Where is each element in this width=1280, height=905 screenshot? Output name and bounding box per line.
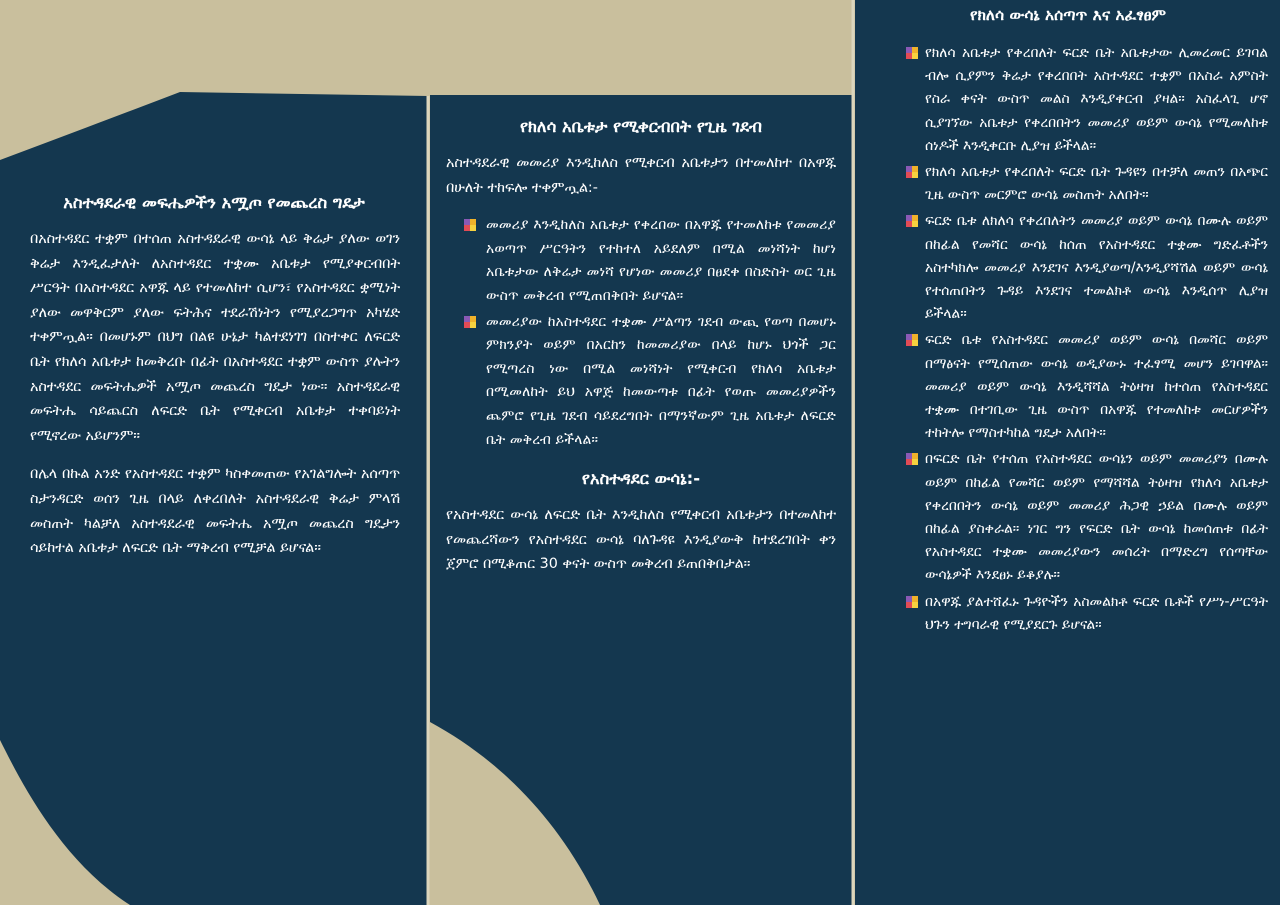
middle-column	[446, 112, 836, 591]
bullet-icon	[906, 334, 918, 346]
bullet-icon	[906, 47, 918, 59]
list-item	[446, 311, 836, 453]
right-bullet-list	[868, 42, 1268, 637]
left-column-title: አስተዳደራዊ መፍሔዎችን አሟጦ የመጨረስ ግዴታ	[63, 193, 365, 212]
list-item-text: ፍርድ ቤቱ የአስተዳደር መመሪያ ወይም ውሳኔ በመሻር ወይም በማፅናት የሚሰጠው ውሳኔ ወዲያውኑ ተፈፃሚ መሆን ይገባዋል። መመሪያ ወይም ውሳኔ እንዲሻሻል ትዕዛዝ ከተሰጠ የአስተዳደር ተቋሙ በተገቢው ጊዜ ውስጥ በአዋጁ የተመለከቱ መርሆዎችን ተከትሎ የማስተካከል ግዴታ አለበት።	[925, 332, 1268, 442]
list-item	[868, 329, 1268, 445]
list-item-text: የክለሳ አቤቱታ የቀረበለት ፍርድ ቤት አቤቱታው ሊመረመር ይገባል ብሎ ሲያምን ቅሬታ የቀረበበት አስተዳደር ተቋም በአስራ አምስት የስራ ቀናት ውስጥ መልስ እንዲያቀርብ ያዛል። አስፈላጊ ሆኖ ሲያገኘው አቤቱታ የቀረበበትን መመሪያ ወይም ውሳኔ የሚመለከቱ ሰነዶች እንዲቀርቡ ሊያዝ ይችላል።	[925, 45, 1268, 154]
right-column	[868, 4, 1268, 640]
list-item	[868, 42, 1268, 158]
middle-column-title: የክለሳ አቤቱታ የሚቀርብበት የጊዜ ገደብ	[519, 117, 763, 136]
list-item	[446, 214, 836, 308]
list-item-text: በአዋጁ ያልተሸፈኑ ጉዳዮችን አስመልክቶ ፍርድ ቤቶች የሥነ-ሥርዓት ህጉን ተግባራዊ የሚያደርጉ ይሆናል።	[925, 593, 1268, 633]
left-paragraph-2: በሌላ በኩል አንድ የአስተዳደር ተቋም ካስቀመጠው የአገልግሎት አሰጣጥ ስታንዳርድ ወሰን ጊዜ በላይ ለቀረበለት አስተዳደራዊ ቅሬታ ምላሽ መስጠት ካልቻለ አስተዳደራዊ መፍትሔ አሟጦ መጨረስ ግዴታን ሳይከተል አቤቱታ ለፍርድ ቤት ማቅረብ የሚቻል ይሆናል።	[30, 466, 400, 557]
middle-bullet-list	[446, 214, 836, 452]
list-item	[868, 448, 1268, 587]
middle-subtitle: የአስተዳደር ውሳኔ:-	[581, 469, 701, 489]
list-item-text: የክለሳ አቤቱታ የቀረበለት ፍርድ ቤት ጉዳዩን በተቻለ መጠን በአጭር ጊዜ ውስጥ መርምሮ ውሳኔ መስጠት አለበት።	[925, 164, 1268, 204]
bullet-icon	[906, 596, 918, 608]
list-item-text: መመሪያ እንዲከለስ አቤቱታ የቀረበው በአዋጁ የተመለከቱ የመመሪያ አወጣጥ ሥርዓትን የተከተለ አይደለም በሚል መነሻነት ከሆነ አቤቱታው ለቅሬታ መነሻ የሆነው መመሪያ በፀደቀ በስድስት ወር ጊዜ ውስጥ መቅረብ የሚጠበቅበት ይሆናል።	[486, 217, 836, 304]
list-item-text: በፍርድ ቤት የተሰጠ የአስተዳደር ውሳኔን ወይም መመሪያን በሙሉ ወይም በከፊል የመሻር ወይም የማሻሻል ትዕዛዝ የክለሳ አቤቱታ የቀረበበትን ውሳኔ ወይም መመሪያ ሕጋዊ ኃይል በሙሉ ወይም በከፊል ያስቀራል። ነገር ግን የፍርድ ቤት ውሳኔ ከመሰጠቱ በፊት የአስተዳደር ተቋሙ መመሪያውን መሰረት በማድረግ የሰጣቸው ውሳኔዎች እንደፀኑ ይቆያሉ።	[925, 451, 1268, 584]
left-paragraph-1: በአስተዳደር ተቋም በተሰጠ አስተዳደራዊ ውሳኔ ላይ ቅሬታ ያለው ወገን ቅሬታ እንዲፈታለት ለአስተዳደር ተቋሙ አቤቱታ የሚያቀርብበት ሥርዓት በአስተዳደር አዋጁ ላይ የተመለከተ ሲሆን፣ የአስተዳደር ቋሚነት ያለው መዋቅርም ያለው ፍትሕና ተደራሽነትን የሚያረጋግጥ አካሄድ ተቀምጧል። በመሆኑም በህግ በልዩ ሁኔታ ካልተደነገገ በስተቀር ለፍርድ ቤት የክለሳ አቤቱታ ከመቅረቡ በፊት በአስተዳደር ተቋም ውስጥ ያሉትን አስተዳደር መፍትሔዎች አሟጦ መጨረስ ግዴታ ነው። አስተዳደራዊ መፍትሔ ሳይጨርስ ለፍርድ ቤት የሚቀርብ አቤቱታ ተቀባይነት የሚኖረው አይሆንም።	[30, 231, 400, 444]
list-item-text: ፍርድ ቤቱ ለክለሳ የቀረበለትን መመሪያ ወይም ውሳኔ በሙሉ ወይም በከፊል የመሻር ውሳኔ ከሰጠ የአስተዳደር ተቋሙ ግድፈቶችን አስተካክሎ መመሪያ እንደገና እንዲያወጣ/እንዲያሻሽል ወይም ውሳኔ የተሰጠበትን ጉዳይ እንደገና ተመልክቶ ውሳኔ እንዲሰጥ ሊያዝ ይችላል።	[925, 213, 1268, 323]
list-item	[868, 161, 1268, 207]
right-column-title: የክለሳ ውሳኔ አሰጣጥ እና አፈፃፀም	[970, 6, 1166, 24]
bullet-icon	[906, 215, 918, 227]
list-item-text: መመሪያው ከአስተዳደር ተቋሙ ሥልጣን ገደብ ውጪ የወጣ በመሆኑ ምክንያት ወይም በአርከን ከመመሪያው በላይ ከሆኑ ህጎች ጋር የሚጣረስ ነው በሚል መነሻነት የሚቀርብ የክለሳ አቤቱታ በሚመለከት ይህ አዋጅ ከመውጣቱ በፊት የወጡ መመሪያዎችን ጨምሮ የጊዜ ገደብ ሳይደረግበት በማንኛውም ጊዜ አቤቱታ ለፍርድ ቤት መቅረብ ይችላል።	[486, 313, 836, 448]
list-item	[868, 591, 1268, 637]
bullet-icon	[464, 316, 476, 328]
middle-intro: አስተዳደራዊ መመሪያ እንዲከለስ የሚቀርብ አቤቱታን በተመለከተ በአዋጁ በሁለት ተከፍሎ ተቀምጧል:-	[446, 155, 836, 196]
list-item	[868, 210, 1268, 326]
middle-closing: የአስተዳደር ውሳኔ ለፍርድ ቤት እንዲከለስ የሚቀርብ አቤቱታን በተመለከተ የመጨረሻውን የአስተዳደር ውሳኔ ባለጉዳዩ እንዲያውቅ ከተደረገበት ቀን ጀምሮ በሚቆጠር 30 ቀናት ውስጥ መቅረብ ይጠበቅበታል።	[446, 507, 836, 573]
bullet-icon	[906, 453, 918, 465]
bullet-icon	[906, 166, 918, 178]
bullet-icon	[464, 219, 476, 231]
left-column	[18, 188, 410, 575]
